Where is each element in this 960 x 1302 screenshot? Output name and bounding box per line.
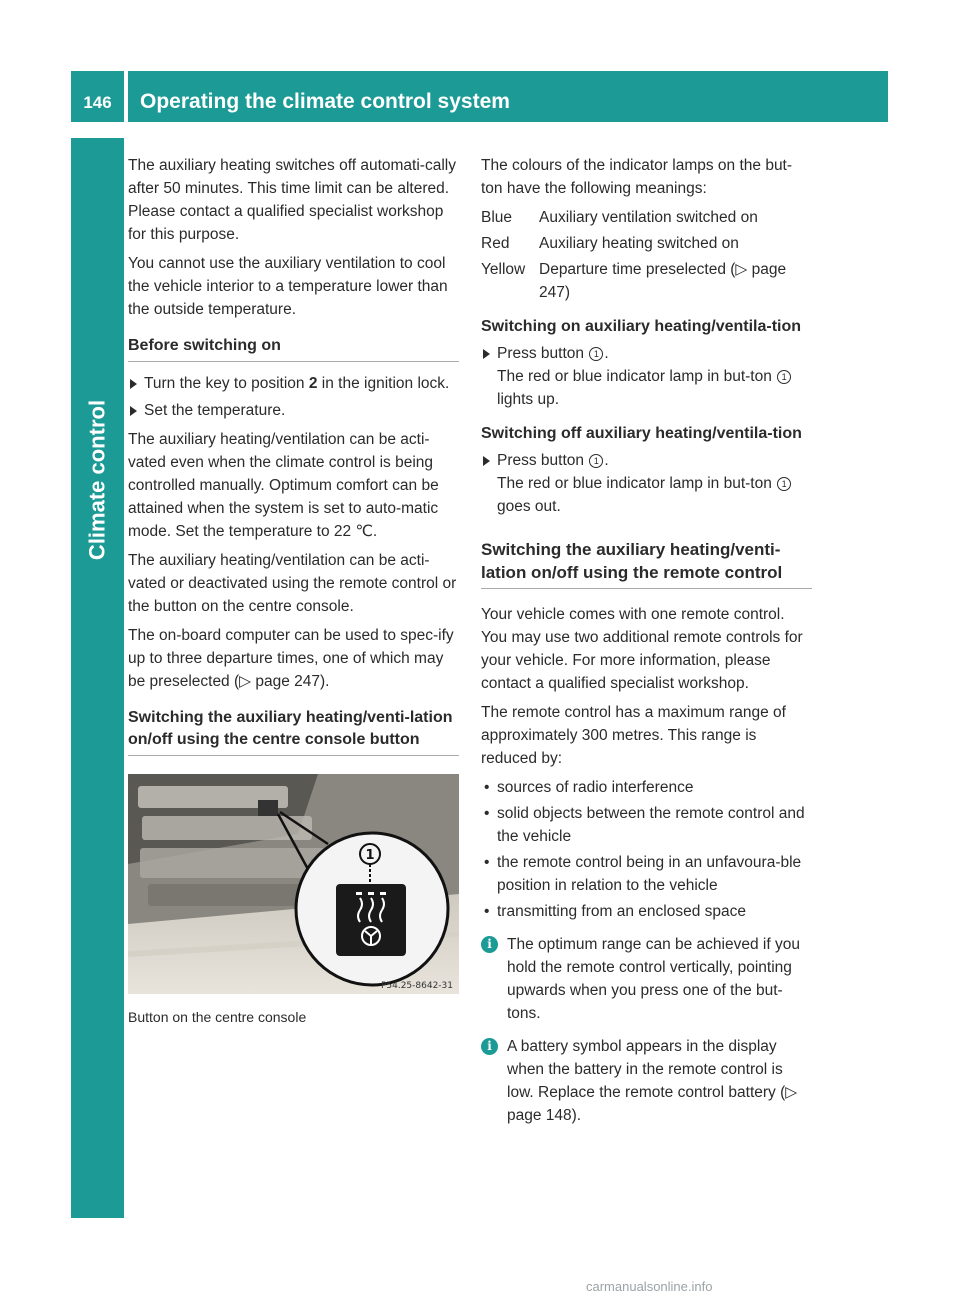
left-column	[128, 154, 459, 1029]
paragraph: The colours of the indicator lamps on the but-ton have the following meanings:	[481, 157, 793, 197]
step-item: Press button 1 . The red or blue indicator lamp in but-ton 1 lights up.	[481, 342, 812, 411]
page-title: Operating the climate control system	[128, 71, 888, 122]
centre-console-photo	[128, 774, 459, 994]
paragraph: The auxiliary heating switches off automati-cally after 50 minutes. This time limit can be altered. Please contact a qualified specialist workshop for this purpose.	[128, 157, 456, 243]
photo-caption: Button on the centre console	[128, 1009, 307, 1025]
centre-console-illustration	[128, 774, 459, 994]
button-number-icon: 1	[589, 454, 603, 468]
info-note: i A battery symbol appears in the display when the battery in the remote control is low. Replace the remote control battery (▷ page 148).	[481, 1035, 812, 1127]
heading-centre-console-button: Switching the auxiliary heating/venti-lation on/off using the centre console button	[128, 707, 459, 756]
list-item: • solid objects between the remote control and the vehicle	[481, 802, 812, 848]
right-column	[481, 154, 812, 1131]
photo-code: P54.25-8642-31	[380, 981, 453, 991]
button-number-icon: 1	[589, 347, 603, 361]
paragraph: The auxiliary heating/ventilation can be acti-vated or deactivated using the remote control or the button on the centre console.	[128, 552, 457, 615]
heading-remote-control: Switching the auxiliary heating/venti-lation on/off using the remote control	[481, 538, 812, 589]
paragraph: The auxiliary heating/ventilation can be acti-vated even when the climate control is being controlled manually. Optimum comfort can be attained when the system is set to auto-matic mode. Set the temperature to 22 ℃.	[128, 431, 439, 540]
lamp-row: Yellow Departure time preselected (▷ page 247)	[481, 261, 787, 301]
photo-callout-number: 1	[365, 848, 375, 863]
list-item: • the remote control being in an unfavoura-ble position in relation to the vehicle	[481, 851, 812, 897]
button-number-icon: 1	[777, 370, 791, 384]
heading-before-switching-on: Before switching on	[128, 335, 459, 362]
page-number: 146	[71, 71, 124, 122]
step-item: Press button 1 . The red or blue indicator lamp in but-ton 1 goes out.	[481, 449, 812, 518]
button-number-icon: 1	[777, 477, 791, 491]
info-note: i The optimum range can be achieved if you hold the remote control vertically, pointing upwards when you press one of the but-tons.	[481, 933, 812, 1025]
info-icon: i	[481, 936, 498, 953]
step-item: Turn the key to position 2 in the ignition lock.	[128, 372, 459, 395]
list-item: • transmitting from an enclosed space	[481, 900, 812, 923]
paragraph: Your vehicle comes with one remote control. You may use two additional remote controls for your vehicle. For more information, please contact a qualified specialist workshop.	[481, 606, 803, 692]
section-side-label: Climate control	[84, 399, 110, 561]
heading-switching-on: Switching on auxiliary heating/ventila-tion	[481, 318, 802, 335]
info-icon: i	[481, 1038, 498, 1055]
paragraph: The remote control has a maximum range of approximately 300 metres. This range is reduced by:	[481, 704, 786, 767]
section-side-tab	[71, 138, 124, 1218]
step-item: Set the temperature.	[128, 399, 459, 422]
heading-switching-off: Switching off auxiliary heating/ventila-tion	[481, 425, 802, 442]
watermark: carmanualsonline.info	[586, 1279, 713, 1294]
paragraph: The on-board computer can be used to spec-ify up to three departure times, one of which may be preselected (▷ page 247).	[128, 627, 454, 690]
paragraph: You cannot use the auxiliary ventilation to cool the vehicle interior to a temperature lower than the outside temperature.	[128, 255, 448, 318]
lamp-row: Red Auxiliary heating switched on	[481, 235, 739, 252]
lamp-row: Blue Auxiliary ventilation switched on	[481, 209, 758, 226]
list-item: • sources of radio interference	[481, 776, 812, 799]
